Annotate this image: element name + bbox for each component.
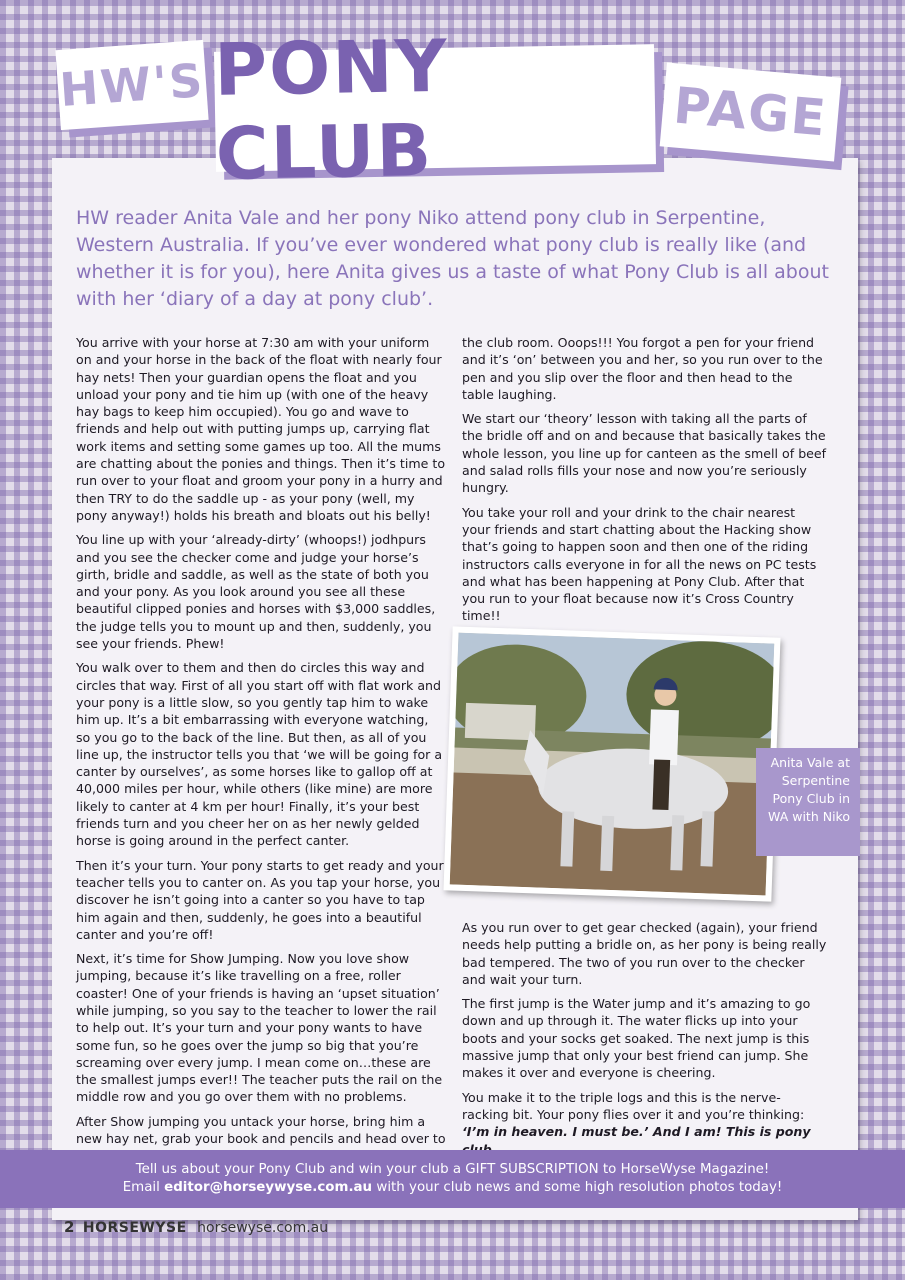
article-paragraph: After Show jumping you untack your horse, bring him a new hay net, grab your book and pencils and head over to (76, 1113, 446, 1147)
article-paragraph: You line up with your ‘already-dirty’ (whoops!) jodhpurs and you see the checker come and judge your horse’s girth, bridle and saddle, as well as the state of both you and your pony. As you look around you see all these beautiful clipped ponies and horses with $3,000 saddles, the judge tells you to mount up and then, suddenly, you see your friends. Phew! (76, 532, 436, 652)
photo-anita-and-niko (443, 626, 780, 901)
magazine-brand: HORSEWYSE (82, 1220, 187, 1236)
footer-promo-line2 (0, 1179, 905, 1197)
intro-paragraph: HW reader Anita Vale and her pony Niko attend pony club in Serpentine, Western Australia. If you’ve ever wondered what pony club is really like (and whether it is for you), here Anita gives us a taste of what Pony Club is all about with her ‘diary of a day at pony club’. (76, 207, 829, 310)
article-paragraph: the club room. Ooops!!! You forgot a pen for your friend and it’s ‘on’ between you and her, so you run over to the pen and you slip over the floor and then head to the table laughing. (462, 335, 823, 402)
magazine-url[interactable]: horsewyse.com.au (197, 1220, 329, 1236)
article-paragraph-final (462, 1089, 827, 1158)
article-paragraph: The first jump is the Water jump and it’s amazing to go down and up through it. The water flicks up into your boots and your socks get soaked. The next jump is this massive jump that only your best friend can jump. She makes it over and everyone is cheering. (462, 996, 811, 1081)
article-paragraph: You walk over to them and then do circles this way and circles that way. First of all you start off with flat work and your pony is a little slow, so you gently tap him to wake him up. It’s a bit embarrassing with everyone watching, so you go to the back of the line. But then, as all of you line up, the instructor tells you that ‘we will be going for a canter by ourselves’, as some horses like to gallop off at 40,000 miles per hour, while others (like mine) are more likely to canter at 4 km per hour! Finally, it’s your best friends turn and you cheer her on as her newly gelded horse is going around in the perfect canter. (76, 660, 443, 849)
photo-caption: Anita Vale at Serpentine Pony Club in WA with Niko (756, 748, 860, 856)
footer-promo-line1: Tell us about your Pony Club and win your club a GIFT SUBSCRIPTION to HorseWyse Magazine! (135, 1162, 770, 1177)
final-paragraph-text: You make it to the triple logs and this is the nerve-racking bit. Your pony flies over it and you’re thinking: (462, 1089, 805, 1122)
article-paragraph: Then it’s your turn. Your pony starts to get ready and your teacher tells you to canter on. As you tap your horse, you discover he isn’t going into a canter so you have to tap him again and then, suddenly, he goes into a beautiful canter and you’re off! (76, 857, 444, 942)
final-paragraph-emphasis: ‘I’m in heaven. I must be.’ And I am! This is pony (462, 1124, 811, 1140)
article-column-right-top (462, 334, 827, 632)
article-paragraph: You take your roll and your drink to the chair nearest your friends and start chatting about the Hacking show that’s going to happen soon and then one of the riding instructors calls everyone in for all the news on PC tests and what has been happening at Pony Club. After that you run to your float because now it’s Cross Country time!! (462, 504, 817, 624)
article-paragraph: You arrive with your horse at 7:30 am with your uniform on and your horse in the back of the float with nearly four hay nets! Then your guardian opens the float and you unload your pony and tie him up (with one of the heavy hay bags to keep him occupied). You go and wave to friends and help out with putting jumps up, carrying flat work items and setting some games up too. All the mums are chatting about the ponies and things. Then it’s time to run over to your float and groom your pony in a hurry and then TRY to do the saddle up - as your pony (well, my pony anyway!) holds his breath and bloats out his belly! (76, 335, 446, 523)
footer-promo-band (0, 1150, 905, 1208)
page-title: PONY CLUB (213, 23, 450, 196)
horse-rider-photo (450, 633, 775, 896)
banner-hws (55, 40, 208, 130)
footer-email-suffix: with your club news and some high resolution photos today! (372, 1180, 783, 1195)
banner-page-text: PAGE (671, 76, 830, 148)
banner-pony-club (213, 23, 656, 196)
article-column-left (76, 334, 446, 1154)
page-footer (64, 1218, 328, 1236)
banner-hws-text: HW'S (58, 53, 206, 117)
article-paragraph: We start our ‘theory’ lesson with taking all the parts of the bridle off and on and because that basically takes the whole lesson, you line up for canteen as the smell of beef and salad rolls fills your nose and now you’re seriously hungry. (462, 411, 827, 496)
footer-email-prefix: Email (122, 1180, 165, 1195)
banner-page (660, 63, 842, 162)
page-number: 2 (64, 1218, 75, 1236)
article-column-right-bottom (462, 919, 827, 1165)
article-paragraph: Next, it’s time for Show Jumping. Now you love show jumping, because it’s like travelling on a free, roller coaster! One of your friends is having an ‘upset situation’ while jumping, so you say to the teacher to lower the rail to help out. It’s your turn and your pony wants to have some fun, so he goes over the jump so big that you’re screaming over every jump. I mean come on…these are the smallest jumps ever!! The teacher puts the rail on the middle row and you go over them with no problems. (76, 951, 443, 1105)
footer-email-link[interactable]: editor@horseywyse.com.au (164, 1180, 373, 1195)
article-paragraph: As you run over to get gear checked (again), your friend needs help putting a bridle on, as her pony is being really bad tempered. The two of you run over to the checker and wait your turn. (462, 920, 827, 987)
